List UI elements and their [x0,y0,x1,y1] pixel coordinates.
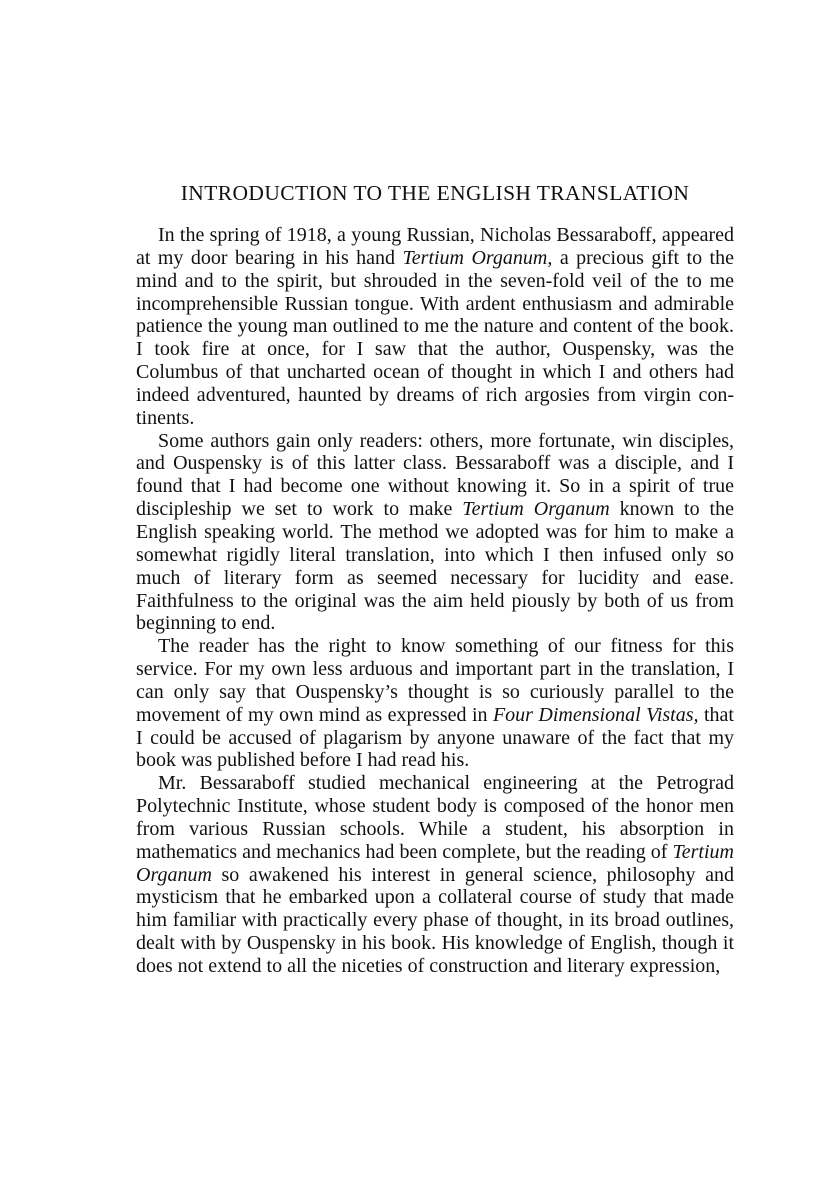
text-segment: In the spring of 1918, a young Russian, Nicholas Bessaraboff, appeared at my door bearing in his hand [136,224,734,269]
book-title-italic: Tertium Organum [136,840,734,886]
book-title-italic: Four Dimensional Vistas, [492,703,699,726]
paragraph-3 [136,635,734,772]
text-segment: Mr. Bessaraboff studied mechanical engineering at the Petrograd Polytechnic Institute, whose student body is composed of the honor men from various Russian schools. While a student, his absorption in mathematics and mechanics had been complete, but the reading of [136,772,734,863]
text-segment: known to the English speaking world. The method we adopted was for him to make a somewhat rigidly literal translation, into which I then infused only so much of literary form as seemed necessary for lucidity and ease. Faithfulness to the original was the aim held piously by both of us from beginning to end. [136,498,734,635]
text-segment: a precious gift to the mind and to the spirit, but shrouded in the seven-fold veil of the to me incomprehensible Russian tongue. With ardent enthusiasm and admirable patience the young man outlined to me the nature and content of the book. I took fire at once, for I saw that the author, Ouspensky, was the Columbus of that uncharted ocean of thought in which I and others had indeed adventured, haunted by dreams of rich argosies from virgin continents. [136,246,734,429]
paragraph-4 [136,772,734,978]
chapter-heading: INTRODUCTION TO THE ENGLISH TRANSLATION [180,181,690,205]
text-segment: Some authors gain only readers: others, more fortunate, win disciples, and Ouspensky is of this latter class. Bessaraboff was a disciple, and I found that I had become one without knowing it. So in a spirit of true discipleship we set to work to make [136,429,734,521]
book-title-italic: Tertium Organum [462,498,610,521]
text-segment: The reader has the right to know something of our fitness for this service. For my own less arduous and important part in the translation, I can only say that Ouspensky’s thought is so curiously parallel to the movement of my own mind as expressed in [136,635,734,726]
book-page [136,178,734,978]
text-segment: that I could be accused of plagarism by anyone unaware of the fact that my book was published before I had read his. [136,703,734,772]
text-segment: so awakened his interest in general science, philosophy and mysticism that he embarked upon a collateral course of study that made him familiar with practically every phase of thought, in its broad outlines, dealt with by Ouspensky in his book. His knowledge of English, though it does not extend to all the niceties of construction and literary expression, [136,863,734,977]
paragraph-1 [136,224,734,430]
paragraph-2 [136,430,734,636]
book-title-italic: Tertium Organum, [402,246,553,269]
